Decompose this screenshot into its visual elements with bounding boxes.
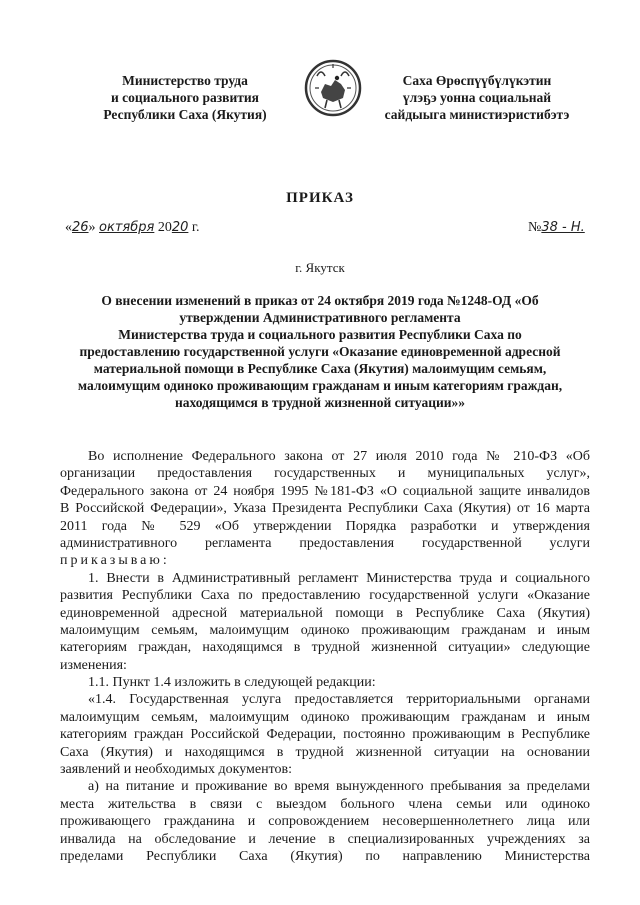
body-line: места жительства в связи с выездом больного члена семьи или одиноко [60, 796, 590, 812]
body-line: «1.4. Государственная услуга предоставляется территориальными органами [88, 692, 590, 708]
date-quote-open: « [65, 220, 72, 235]
body-line: заявлений и необходимых документов: [60, 762, 293, 778]
body-line: 2011 года № 529 «Об утверждении Порядка разработки и утверждения [60, 518, 590, 534]
subject-line: утверждении Административного регламента [179, 310, 461, 325]
body-line: Саха (Якутия) и находящимся в трудной жизненной ситуации на основании [60, 744, 590, 760]
date-day: 26 [72, 220, 89, 235]
body-line: категориям граждан, находящимся в трудной жизненной ситуации» следующие [60, 640, 590, 656]
body-line: проживающего гражданина и сопровождением несовершеннолетнего лица или [60, 814, 590, 830]
body-line: Во исполнение Федерального закона от 27 июля 2010 года № 210-ФЗ «Об [88, 449, 590, 464]
body-line: малоимущим семьям, малоимущим одиноко проживающим гражданам и иным [60, 709, 590, 725]
date-suffix: г. [191, 220, 200, 235]
body-line: приказываю: [60, 553, 170, 569]
subject-line: Министерства труда и социального развития Республики Саха по [118, 327, 522, 342]
ministry-name-ru-line: и социального развития [111, 90, 259, 105]
body-line: административного регламента предоставления государственной услуги [60, 535, 590, 551]
body-line: развития Республики Саха по предоставлению государственной услуги «Оказание [60, 588, 590, 604]
body-line: малоимущим семьям, малоимущим одиноко проживающим гражданам и иным [60, 622, 590, 638]
number-value: 38 - Н. [541, 220, 585, 235]
ministry-name-sakha-line: Саха Өрөспүүбүлүкэтин [402, 73, 552, 88]
body-line: 1. Внести в Административный регламент Министерства труда и социального [88, 570, 590, 586]
document-city: г. Якутск [295, 260, 345, 275]
ministry-name-ru-line: Министерство труда [122, 73, 248, 88]
body-line: пределами Республики Саха (Якутия) по направлению Министерства [60, 848, 590, 864]
coat-of-arms-emblem [303, 58, 363, 118]
body-line: Федерального закона от 24 ноября 1995 №181-ФЗ «О социальной защите инвалидов [60, 483, 590, 499]
order-number [528, 220, 585, 236]
ministry-name-sakha-line: үлэҕэ уонна социальнай [402, 90, 552, 105]
body-line: инвалида на обследование и лечение в специализированных учреждениях за [60, 831, 590, 847]
date-year-suffix: 20 [171, 220, 189, 235]
ministry-name-ru [80, 72, 290, 123]
order-date [65, 220, 200, 236]
date-month: октября [99, 220, 155, 235]
ministry-name-sakha [372, 72, 582, 123]
subject-line: материальной помощи в Республике Саха (Якутия) малоимущим семьям, [93, 361, 547, 376]
date-quote-close: » [88, 220, 96, 235]
body-line: изменения: [60, 657, 127, 673]
number-sign: № [528, 220, 542, 235]
ministry-name-ru-line: Республики Саха (Якутия) [103, 107, 267, 122]
date-year-prefix: 20 [157, 220, 172, 235]
body-line: 1.1. Пункт 1.4 изложить в следующей редакции: [88, 675, 376, 691]
subject-line: предоставлению государственной услуги «Оказание единовременной адресной [79, 344, 561, 359]
document-body [60, 448, 590, 865]
body-line: единовременной адресной материальной помощи в Республике Саха (Якутия) [60, 605, 590, 621]
body-line: категориям граждан Российской Федерации, постоянно проживающим в Республике [60, 727, 590, 743]
subject-line: находящимся в трудной жизненной ситуации»» [174, 395, 466, 410]
body-line: а) на питание и проживание во время вынужденного пребывания за пределами [88, 779, 590, 795]
document-subject [60, 292, 580, 411]
document-title: ПРИКАЗ [286, 190, 354, 206]
subject-line: О внесении изменений в приказ от 24 октября 2019 года №1248-ОД «Об [101, 293, 539, 308]
ministry-name-sakha-line: сайдыыга министиэристибэтэ [384, 107, 570, 122]
subject-line: малоимущим одиноко проживающим гражданам и иным категориям граждан, [77, 378, 563, 393]
body-line: организации предоставления государственных и муниципальных услуг», [60, 466, 590, 482]
body-line: В Российской Федерации», Указа Президента Республики Саха (Якутия) от 16 марта [60, 501, 590, 517]
